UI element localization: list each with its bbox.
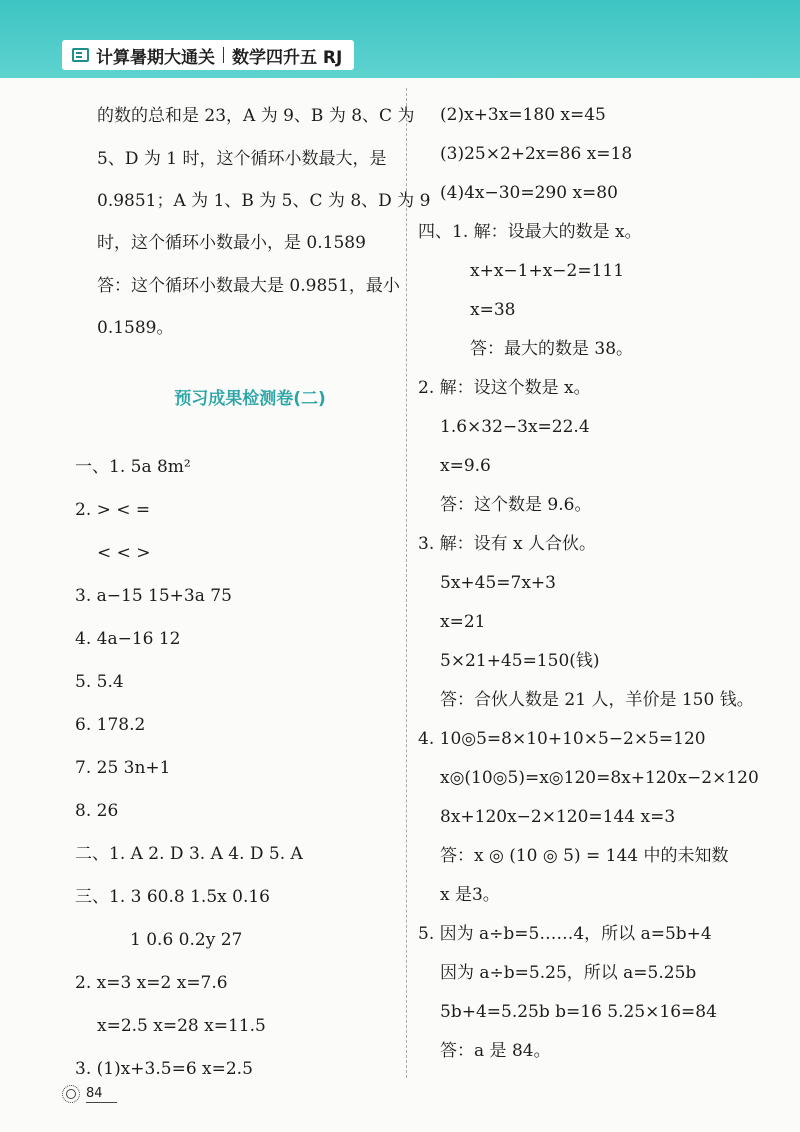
answer-line: 7. 25 3n+1: [75, 758, 171, 778]
page-number: 84: [86, 1086, 117, 1103]
answer-line: 6. 178.2: [75, 715, 146, 735]
page-footer: [62, 1085, 117, 1103]
text-line: 5、D 为 1 时，这个循环小数最大，是: [97, 149, 387, 169]
header-tab: [62, 40, 354, 70]
answer-line: 1.6×32−3x=22.4: [440, 417, 590, 437]
answer-line: 答：这个数是 9.6。: [440, 495, 592, 515]
answer-line: 答：a 是 84。: [440, 1041, 551, 1061]
answer-line: 5b+4=5.25b b=16 5.25×16=84: [440, 1002, 717, 1022]
answer-line: 四、1. 解：设最大的数是 x。: [418, 222, 642, 242]
answer-line: 5. 5.4: [75, 672, 124, 692]
header-separator: [223, 47, 224, 63]
answer-line: x=21: [440, 612, 486, 632]
answer-line: 2. x=3 x=2 x=7.6: [75, 973, 228, 993]
answer-line: 3. 解：设有 x 人合伙。: [418, 534, 597, 554]
text-line: 0.1589。: [97, 318, 174, 338]
answer-line: x+x−1+x−2=111: [470, 261, 625, 281]
answer-line: 二、1. A 2. D 3. A 4. D 5. A: [75, 844, 303, 864]
text-line: 答：这个循环小数最大是 0.9851，最小: [97, 276, 400, 296]
answer-line: 答：x ◎ (10 ◎ 5) = 144 中的未知数: [440, 846, 729, 866]
answer-line: 5×21+45=150(钱): [440, 651, 600, 671]
answer-line: x=2.5 x=28 x=11.5: [97, 1016, 266, 1036]
answer-line: 5. 因为 a÷b=5……4，所以 a=5b+4: [418, 924, 712, 944]
answer-line: 5x+45=7x+3: [440, 573, 556, 593]
text-line: 的数的总和是 23，A 为 9、B 为 8、C 为: [97, 106, 415, 126]
answer-line: 2. > < =: [75, 500, 151, 520]
book-icon: [72, 48, 89, 62]
answer-line: 3. a−15 15+3a 75: [75, 586, 232, 606]
answer-line: x 是3。: [440, 885, 500, 905]
answer-line: 答：最大的数是 38。: [470, 339, 634, 359]
answer-line: 4. 4a−16 12: [75, 629, 181, 649]
answer-line: 三、1. 3 60.8 1.5x 0.16: [75, 887, 270, 907]
answer-line: 1 0.6 0.2y 27: [130, 930, 243, 950]
book-title: 计算暑期大通关: [96, 47, 215, 68]
answer-line: x=38: [470, 300, 516, 320]
answer-line: 一、1. 5a 8m²: [75, 457, 191, 477]
text-line: 时，这个循环小数最小，是 0.1589: [97, 233, 366, 253]
book-subtitle: 数学四升五 RJ: [232, 47, 343, 68]
answer-line: 2. 解：设这个数是 x。: [418, 378, 591, 398]
answer-line: 答：合伙人数是 21 人，羊价是 150 钱。: [440, 690, 754, 710]
answer-line: (2)x+3x=180 x=45: [440, 105, 606, 125]
sun-icon: [62, 1085, 80, 1103]
text-line: 0.9851；A 为 1、B 为 5、C 为 8、D 为 9: [97, 191, 431, 211]
answer-line: (3)25×2+2x=86 x=18: [440, 144, 633, 164]
answer-line: 因为 a÷b=5.25，所以 a=5.25b: [440, 963, 697, 983]
answer-line: (4)4x−30=290 x=80: [440, 183, 618, 203]
column-divider: [406, 88, 407, 1078]
section-title: 预习成果检测卷(二): [174, 389, 326, 409]
answer-line: x=9.6: [440, 456, 491, 476]
answer-line: 4. 10◎5=8×10+10×5−2×5=120: [418, 729, 706, 749]
answer-line: 8x+120x−2×120=144 x=3: [440, 807, 676, 827]
answer-line: 3. (1)x+3.5=6 x=2.5: [75, 1059, 253, 1079]
answer-line: 8. 26: [75, 801, 119, 821]
answer-line: < < >: [97, 543, 151, 563]
answer-line: x◎(10◎5)=x◎120=8x+120x−2×120: [440, 768, 759, 788]
